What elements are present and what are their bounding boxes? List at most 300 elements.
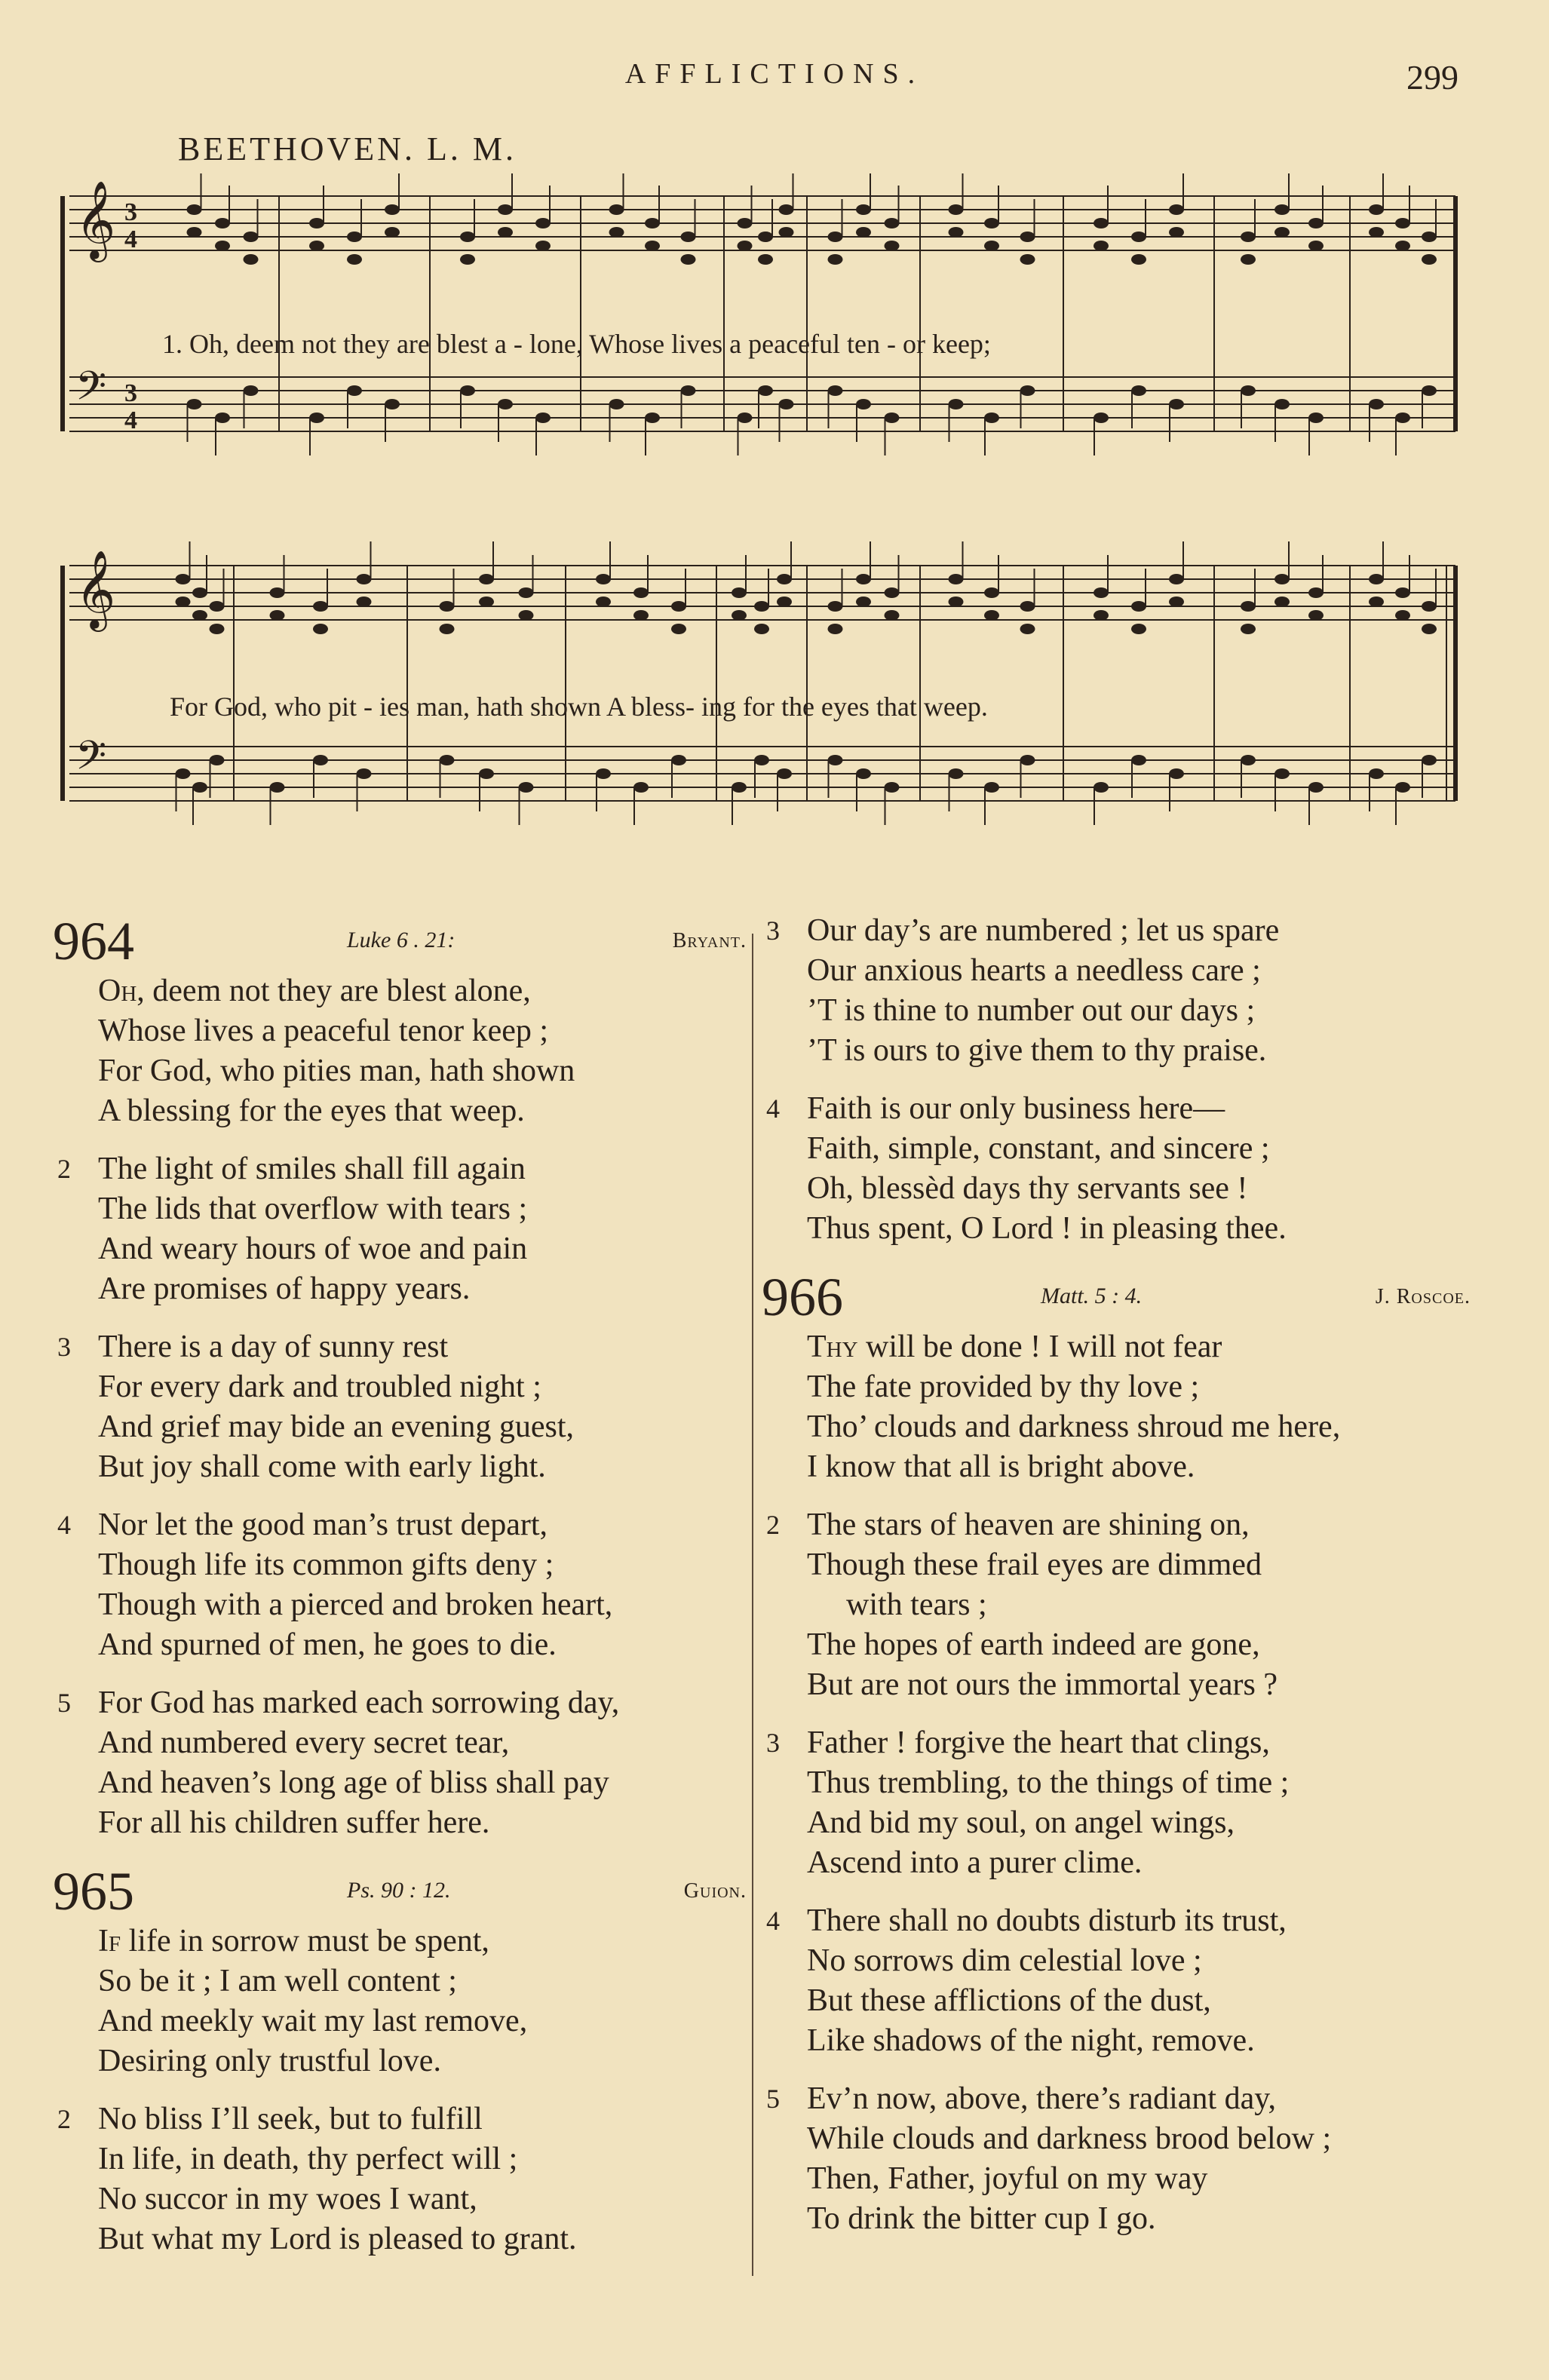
- note-head: [1094, 610, 1109, 621]
- hymn-number: 966: [762, 1267, 843, 1327]
- note-head: [313, 624, 328, 634]
- note-head: [1395, 610, 1410, 621]
- note-head: [738, 241, 753, 251]
- note-head: [1274, 204, 1290, 215]
- note-head: [777, 768, 792, 779]
- verse-line: ’T is ours to give them to thy praise.: [807, 1033, 1267, 1068]
- verse-line: with tears ;: [846, 1587, 987, 1622]
- verse-line: 4 Faith is our only business here—: [762, 1089, 1471, 1129]
- scripture-reference: Ps. 90 : 12.: [347, 1878, 451, 1903]
- hymn-number: 965: [53, 1861, 134, 1921]
- note-head: [385, 227, 400, 238]
- note-head: [1169, 574, 1184, 584]
- note-head: [609, 227, 624, 238]
- time-signature: 4: [124, 406, 137, 434]
- note-head: [244, 254, 259, 265]
- stanza: [53, 1505, 747, 1665]
- note-head: [1274, 399, 1290, 409]
- hymn-stanzas: [53, 971, 747, 1843]
- verse-line: For God, who pities man, hath shown: [98, 1054, 575, 1088]
- time-signature: 4: [124, 225, 137, 253]
- note-head: [949, 597, 964, 607]
- hymn-texts: [0, 911, 1549, 2314]
- stanza: [53, 1921, 747, 2081]
- note-head: [1241, 624, 1256, 634]
- stanza: [53, 1683, 747, 1843]
- note-head: [671, 624, 686, 634]
- note-head: [1020, 601, 1035, 612]
- stanza: [762, 1327, 1471, 1487]
- note-head: [440, 624, 455, 634]
- verse-line: 2 No bliss I’ll seek, but to fulfill: [53, 2099, 747, 2139]
- note-head: [828, 232, 843, 242]
- note-head: [210, 601, 225, 612]
- note-head: [385, 399, 400, 409]
- note-head: [856, 227, 871, 238]
- verse-line: 5 For God has marked each sorrowing day,: [53, 1683, 747, 1723]
- page-number: 299: [1406, 58, 1459, 97]
- hymn-stanzas: [53, 1921, 747, 2259]
- note-head: [828, 385, 843, 396]
- note-head: [1241, 755, 1256, 765]
- note-head: [187, 204, 202, 215]
- verse-line: Are promises of happy years.: [98, 1271, 471, 1306]
- note-head: [1395, 413, 1410, 423]
- note-head: [1131, 624, 1146, 634]
- hymn-author: Guion.: [683, 1879, 747, 1903]
- hymn-stanzas-continued: [762, 911, 1471, 1249]
- verse-line: And heaven’s long age of bliss shall pay: [98, 1765, 609, 1800]
- note-head: [1369, 768, 1384, 779]
- note-head: [1131, 254, 1146, 265]
- note-head: [1241, 385, 1256, 396]
- note-head: [885, 782, 900, 793]
- verse-line: Though with a pierced and broken heart,: [98, 1587, 613, 1622]
- note-head: [479, 768, 494, 779]
- note-head: [1094, 587, 1109, 598]
- note-head: [460, 254, 475, 265]
- verse-line: And bid my soul, on angel wings,: [807, 1805, 1235, 1840]
- note-head: [1422, 254, 1437, 265]
- verse-line: A blessing for the eyes that weep.: [98, 1093, 525, 1128]
- note-head: [732, 782, 747, 793]
- note-head: [1131, 601, 1146, 612]
- note-head: [357, 574, 372, 584]
- verse-line: To drink the bitter cup I go.: [807, 2201, 1156, 2236]
- treble-clef: 𝄞: [75, 550, 116, 629]
- note-head: [270, 610, 285, 621]
- note-head: [779, 399, 794, 409]
- note-head: [885, 413, 900, 423]
- note-head: [1169, 227, 1184, 238]
- note-head: [244, 232, 259, 242]
- note-head: [1274, 227, 1290, 238]
- note-head: [949, 768, 964, 779]
- note-head: [479, 574, 494, 584]
- stanza: [762, 1089, 1471, 1249]
- stanza: [53, 971, 747, 1131]
- note-head: [1395, 587, 1410, 598]
- note-head: [1169, 204, 1184, 215]
- note-head: [270, 587, 285, 598]
- note-head: [738, 413, 753, 423]
- note-head: [460, 385, 475, 396]
- note-head: [1369, 227, 1384, 238]
- verse-line: I know that all is bright above.: [807, 1449, 1195, 1484]
- note-head: [1308, 782, 1324, 793]
- note-head: [1020, 254, 1035, 265]
- note-head: [681, 385, 696, 396]
- first-word: If: [98, 1924, 121, 1958]
- note-head: [357, 597, 372, 607]
- verse-line: Oh, deem not they are blest alone,: [98, 974, 531, 1008]
- note-head: [856, 574, 871, 584]
- note-head: [754, 601, 769, 612]
- verse-line: The hopes of earth indeed are gone,: [807, 1627, 1260, 1662]
- note-head: [210, 624, 225, 634]
- verse-line: 5 Ev’n now, above, there’s radiant day,: [762, 2079, 1471, 2119]
- verse-line: Tho’ clouds and darkness shroud me here,: [807, 1409, 1341, 1444]
- note-head: [187, 227, 202, 238]
- note-head: [1131, 755, 1146, 765]
- note-head: [1422, 232, 1437, 242]
- note-head: [1308, 587, 1324, 598]
- verse-line: And numbered every secret tear,: [98, 1725, 510, 1760]
- system-brace: [60, 566, 65, 801]
- note-head: [1169, 399, 1184, 409]
- verse-line: And spurned of men, he goes to die.: [98, 1627, 557, 1662]
- bass-clef: 𝄢: [75, 363, 107, 419]
- verse-line: But are not ours the immortal years ?: [807, 1667, 1278, 1702]
- column-divider: [752, 934, 753, 2276]
- right-column: [762, 911, 1471, 2257]
- note-head: [885, 218, 900, 228]
- lyric-line-2: For God, who pit - ies man, hath shown A bless- ing for the eyes that weep.: [170, 692, 988, 722]
- note-head: [357, 768, 372, 779]
- first-word: Thy: [807, 1330, 858, 1364]
- note-head: [754, 624, 769, 634]
- note-head: [1422, 385, 1437, 396]
- time-signature: 3: [124, 379, 137, 407]
- stanza-number: 4: [766, 1093, 780, 1124]
- note-head: [732, 587, 747, 598]
- hymn-heading: [53, 1861, 747, 1921]
- note-head: [210, 755, 225, 765]
- note-head: [215, 241, 230, 251]
- note-head: [1308, 413, 1324, 423]
- verse-line: In life, in death, thy perfect will ;: [98, 2142, 518, 2176]
- note-head: [758, 254, 773, 265]
- note-head: [596, 574, 611, 584]
- note-head: [828, 755, 843, 765]
- stanza-number: 5: [766, 2084, 780, 2114]
- note-head: [984, 241, 999, 251]
- stanza-number: 4: [766, 1906, 780, 1936]
- verse-line: For every dark and troubled night ;: [98, 1369, 541, 1404]
- verse-line: For all his children suffer here.: [98, 1805, 490, 1840]
- note-head: [885, 587, 900, 598]
- note-head: [347, 254, 362, 265]
- note-head: [949, 574, 964, 584]
- stanza-number: 2: [766, 1510, 780, 1540]
- stanza: [762, 1723, 1471, 1883]
- verse-line: 2 The stars of heaven are shining on,: [762, 1505, 1471, 1545]
- verse-line: Ascend into a purer clime.: [807, 1845, 1143, 1880]
- verse-line: Like shadows of the night, remove.: [807, 2023, 1255, 2058]
- note-head: [1094, 241, 1109, 251]
- stanza: [53, 1327, 747, 1487]
- note-head: [1131, 232, 1146, 242]
- note-head: [984, 587, 999, 598]
- left-column: [53, 911, 747, 2277]
- note-head: [187, 399, 202, 409]
- note-head: [671, 755, 686, 765]
- tune-title: BEETHOVEN. L. M.: [178, 130, 517, 167]
- verse-line: But what my Lord is pleased to grant.: [98, 2222, 577, 2256]
- verse-line: Though these frail eyes are dimmed: [807, 1547, 1262, 1582]
- note-head: [949, 204, 964, 215]
- hymn-number: 964: [53, 911, 134, 971]
- note-head: [949, 227, 964, 238]
- verse-line: Then, Father, joyful on my way: [807, 2161, 1208, 2196]
- note-head: [313, 755, 328, 765]
- note-head: [215, 218, 230, 228]
- note-head: [856, 204, 871, 215]
- stanza-number: 3: [57, 1332, 71, 1362]
- stanza: [762, 911, 1471, 1071]
- note-head: [498, 227, 513, 238]
- verse-line: And weary hours of woe and pain: [98, 1231, 528, 1266]
- note-head: [1422, 601, 1437, 612]
- stanza: [762, 2079, 1471, 2239]
- verse-line: But joy shall come with early light.: [98, 1449, 546, 1484]
- note-head: [498, 399, 513, 409]
- verse-line: 2 The light of smiles shall fill again: [53, 1149, 747, 1189]
- scripture-reference: Matt. 5 : 4.: [1041, 1284, 1143, 1308]
- note-head: [1094, 218, 1109, 228]
- note-head: [645, 218, 660, 228]
- note-head: [1422, 624, 1437, 634]
- note-head: [1020, 755, 1035, 765]
- hymn-heading: [762, 1267, 1471, 1327]
- note-head: [1369, 204, 1384, 215]
- stanza: [53, 1149, 747, 1309]
- stanza-number: 3: [766, 916, 780, 946]
- first-word: Oh,: [98, 974, 145, 1008]
- verse-line: If life in sorrow must be spent,: [98, 1924, 489, 1958]
- note-head: [777, 597, 792, 607]
- note-head: [984, 610, 999, 621]
- hymn-964: [53, 911, 747, 1843]
- score-staves: [53, 173, 1486, 875]
- stanza-number: 4: [57, 1510, 71, 1540]
- note-head: [1395, 782, 1410, 793]
- note-head: [192, 610, 207, 621]
- note-head: [1094, 413, 1109, 423]
- note-head: [1308, 241, 1324, 251]
- note-head: [609, 204, 624, 215]
- note-head: [885, 241, 900, 251]
- verse-line: Oh, blessèd days thy servants see !: [807, 1171, 1248, 1206]
- note-head: [535, 413, 551, 423]
- verse-line: Thus spent, O Lord ! in pleasing thee.: [807, 1211, 1287, 1246]
- note-head: [1369, 597, 1384, 607]
- note-head: [758, 232, 773, 242]
- running-title: AFFLICTIONS.: [624, 58, 925, 90]
- note-head: [192, 587, 207, 598]
- verse-line: 4 There shall no doubts disturb its trust,: [762, 1901, 1471, 1941]
- verse-line: The lids that overflow with tears ;: [98, 1192, 528, 1226]
- verse-line: But these afflictions of the dust,: [807, 1983, 1211, 2018]
- note-head: [1169, 768, 1184, 779]
- verse-line: Whose lives a peaceful tenor keep ;: [98, 1014, 549, 1048]
- note-head: [828, 601, 843, 612]
- note-head: [633, 782, 649, 793]
- verse-line: Thus trembling, to the things of time ;: [807, 1765, 1290, 1800]
- note-head: [1274, 597, 1290, 607]
- note-head: [1422, 755, 1437, 765]
- note-head: [949, 399, 964, 409]
- verse-line: Desiring only trustful love.: [98, 2044, 441, 2078]
- note-head: [1308, 610, 1324, 621]
- note-head: [347, 232, 362, 242]
- verse-line: And grief may bide an evening guest,: [98, 1409, 574, 1444]
- lyric-line-1: 1. Oh, deem not they are blest a - lone, Whose lives a peaceful ten - or keep;: [162, 329, 991, 359]
- scripture-reference: Luke 6 . 21:: [347, 928, 455, 952]
- stanza: [762, 1505, 1471, 1705]
- note-head: [519, 610, 534, 621]
- note-head: [176, 574, 191, 584]
- note-head: [309, 218, 324, 228]
- stanza-number: 2: [57, 2104, 71, 2134]
- hymn-heading: [53, 911, 747, 971]
- note-head: [754, 755, 769, 765]
- note-head: [244, 385, 259, 396]
- stanza-number: 3: [766, 1728, 780, 1758]
- note-head: [671, 601, 686, 612]
- note-head: [1020, 624, 1035, 634]
- hymn-author: Bryant.: [672, 929, 747, 952]
- note-head: [596, 768, 611, 779]
- note-head: [270, 782, 285, 793]
- note-head: [1395, 218, 1410, 228]
- note-head: [535, 241, 551, 251]
- verse-line: ’T is thine to number out our days ;: [807, 993, 1256, 1028]
- treble-clef: 𝄞: [75, 180, 116, 259]
- note-head: [758, 385, 773, 396]
- note-head: [1169, 597, 1184, 607]
- note-head: [779, 204, 794, 215]
- note-head: [681, 232, 696, 242]
- musical-score: [53, 173, 1486, 875]
- note-head: [645, 241, 660, 251]
- note-head: [176, 768, 191, 779]
- note-head: [309, 413, 324, 423]
- note-head: [1241, 254, 1256, 265]
- page-header: [0, 57, 1549, 103]
- system-brace: [60, 196, 65, 431]
- note-head: [519, 587, 534, 598]
- hymn-965: [53, 1861, 747, 2259]
- bass-clef: 𝄢: [75, 733, 107, 789]
- note-head: [1395, 241, 1410, 251]
- note-head: [1274, 768, 1290, 779]
- verse-line: 3 Our day’s are numbered ; let us spare: [762, 911, 1471, 951]
- note-head: [633, 610, 649, 621]
- verse-line: So be it ; I am well content ;: [98, 1964, 457, 1998]
- note-head: [828, 254, 843, 265]
- hymn-stanzas: [762, 1327, 1471, 2239]
- verse-line: 3 Father ! forgive the heart that clings,: [762, 1723, 1471, 1763]
- note-head: [519, 782, 534, 793]
- note-head: [192, 782, 207, 793]
- verse-line: And meekly wait my last remove,: [98, 2004, 528, 2038]
- verse-line: 4 Nor let the good man’s trust depart,: [53, 1505, 747, 1545]
- note-head: [645, 413, 660, 423]
- verse-line: Faith, simple, constant, and sincere ;: [807, 1131, 1270, 1166]
- stanza: [53, 2099, 747, 2259]
- note-head: [309, 241, 324, 251]
- note-head: [856, 597, 871, 607]
- note-head: [1274, 574, 1290, 584]
- note-head: [440, 601, 455, 612]
- note-head: [1020, 232, 1035, 242]
- stanza: [762, 1901, 1471, 2061]
- note-head: [1241, 601, 1256, 612]
- note-head: [732, 610, 747, 621]
- note-head: [460, 232, 475, 242]
- note-head: [1131, 385, 1146, 396]
- note-head: [313, 601, 328, 612]
- time-signature: 3: [124, 198, 137, 226]
- verse-line: 3 There is a day of sunny rest: [53, 1327, 747, 1367]
- note-head: [1308, 218, 1324, 228]
- note-head: [856, 399, 871, 409]
- verse-line: Thy will be done ! I will not fear: [807, 1330, 1222, 1364]
- note-head: [738, 218, 753, 228]
- note-head: [498, 204, 513, 215]
- note-head: [347, 385, 362, 396]
- verse-line: No succor in my woes I want,: [98, 2182, 477, 2216]
- note-head: [828, 624, 843, 634]
- note-head: [176, 597, 191, 607]
- note-head: [215, 413, 230, 423]
- verse-line: No sorrows dim celestial love ;: [807, 1943, 1202, 1978]
- note-head: [385, 204, 400, 215]
- note-head: [1020, 385, 1035, 396]
- note-head: [984, 782, 999, 793]
- note-head: [1369, 574, 1384, 584]
- note-head: [984, 218, 999, 228]
- stanza-number: 5: [57, 1688, 71, 1718]
- verse-line: Though life its common gifts deny ;: [98, 1547, 554, 1582]
- note-head: [596, 597, 611, 607]
- note-head: [535, 218, 551, 228]
- note-head: [479, 597, 494, 607]
- note-head: [1094, 782, 1109, 793]
- stanza-number: 2: [57, 1154, 71, 1184]
- note-head: [1369, 399, 1384, 409]
- hymn-966: [762, 1267, 1471, 2239]
- note-head: [885, 610, 900, 621]
- note-head: [440, 755, 455, 765]
- note-head: [609, 399, 624, 409]
- verse-line: Our anxious hearts a needless care ;: [807, 953, 1261, 988]
- note-head: [779, 227, 794, 238]
- note-head: [777, 574, 792, 584]
- note-head: [1241, 232, 1256, 242]
- verse-line: The fate provided by thy love ;: [807, 1369, 1200, 1404]
